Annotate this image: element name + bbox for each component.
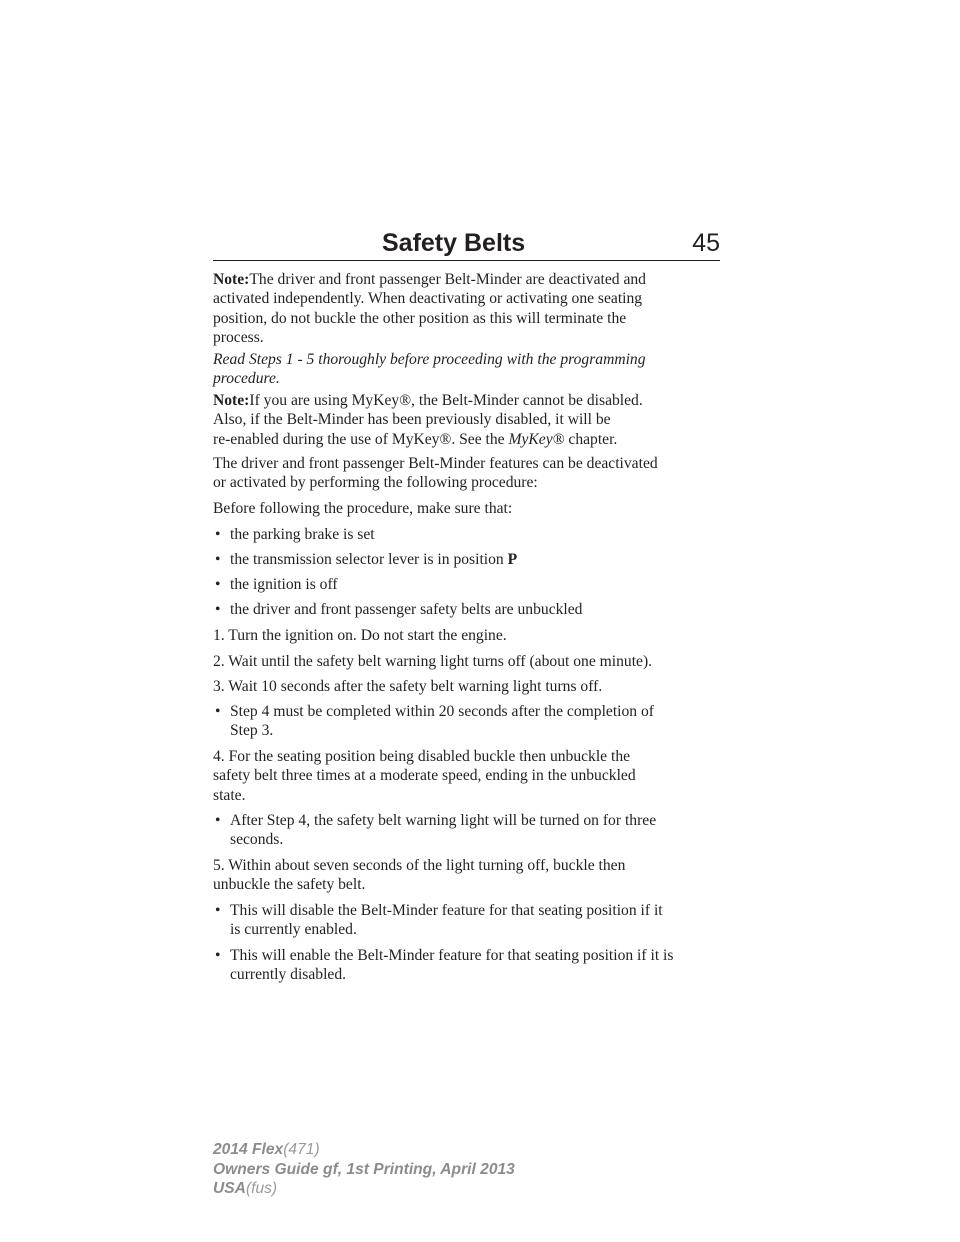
read-steps-text: procedure. <box>213 370 280 388</box>
note-mykey-paragraph <box>213 391 753 449</box>
note-label: Note: <box>213 392 250 409</box>
bullet: • <box>215 902 221 919</box>
note-label: Note: <box>213 271 250 288</box>
bullet: • <box>215 947 221 964</box>
list-item <box>213 550 753 569</box>
bullet: • <box>215 526 221 543</box>
note-text: activated independently. When deactivating or activating one seating <box>213 290 643 308</box>
read-steps-text: Read Steps 1 - 5 thoroughly before proceeding with the programming <box>213 351 646 368</box>
list-item <box>213 946 753 985</box>
page-number: 45 <box>692 229 720 257</box>
park-position-label: P <box>507 551 518 568</box>
list-item-text: After Step 4, the safety belt warning light will be turned on for three <box>230 812 657 829</box>
step-text: 2. Wait until the safety belt warning light turns off (about one minute). <box>213 653 653 670</box>
list-item <box>213 600 753 619</box>
bullet: • <box>215 703 221 720</box>
intro-text: The driver and front passenger Belt-Minder features can be deactivated <box>213 455 658 472</box>
list-item-text: This will enable the Belt-Minder feature for that seating position if it is <box>230 947 674 964</box>
step-text: safety belt three times at a moderate speed, ending in the unbuckled <box>213 767 636 785</box>
list-item-text: currently disabled. <box>230 966 347 984</box>
footer-edition: Owners Guide gf, 1st Printing, April 2013 <box>213 1160 515 1178</box>
list-item-text: This will disable the Belt-Minder feature for that seating position if it <box>230 902 663 919</box>
step-text: state. <box>213 786 246 804</box>
step-1 <box>213 626 753 645</box>
note-text: The driver and front passenger Belt-Minder are deactivated and <box>249 271 646 288</box>
bullet: • <box>215 576 221 593</box>
print-footer <box>213 1140 515 1199</box>
list-item <box>213 901 753 940</box>
note-text: chapter. <box>564 430 618 448</box>
step-2 <box>213 652 753 671</box>
bullet: • <box>215 551 221 568</box>
note-text: re-enabled during the use of MyKey®. See the <box>213 430 509 448</box>
list-item-text: is currently enabled. <box>230 921 357 939</box>
list-item-text: the transmission selector lever is in position <box>230 551 508 568</box>
note-text: process. <box>213 328 264 346</box>
step-3 <box>213 677 753 696</box>
step-text: 4. For the seating position being disabled buckle then unbuckle the <box>213 748 631 765</box>
bullet: • <box>215 812 221 829</box>
bullet: • <box>215 601 221 618</box>
mykey-chapter-reference: MyKey® <box>508 430 565 448</box>
footer-market: USA <box>213 1180 246 1197</box>
list-item-text: Step 4 must be completed within 20 seconds after the completion of <box>230 703 654 720</box>
before-paragraph <box>213 499 753 518</box>
intro-text: or activated by performing the following procedure: <box>213 474 538 492</box>
before-text: Before following the procedure, make sure that: <box>213 500 513 517</box>
step-text: 1. Turn the ignition on. Do not start the engine. <box>213 627 507 644</box>
read-steps-paragraph <box>213 350 753 389</box>
list-item-text: the ignition is off <box>230 576 338 593</box>
list-item-text: the driver and front passenger safety belts are unbuckled <box>230 601 583 618</box>
list-item-text: the parking brake is set <box>230 526 375 543</box>
list-item <box>213 811 753 850</box>
list-item <box>213 702 753 741</box>
step-text: unbuckle the safety belt. <box>213 876 366 894</box>
list-item <box>213 525 753 544</box>
section-title: Safety Belts <box>382 229 526 257</box>
footer-market-code: (fus) <box>245 1180 278 1197</box>
step-text: 5. Within about seven seconds of the light turning off, buckle then <box>213 857 626 874</box>
step-text: 3. Wait 10 seconds after the safety belt warning light turns off. <box>213 678 603 695</box>
header-rule <box>213 260 720 261</box>
step-5 <box>213 856 753 895</box>
footer-model: 2014 Flex <box>213 1141 284 1158</box>
footer-code: (471) <box>283 1141 320 1158</box>
intro-paragraph <box>213 454 753 493</box>
note-independent-paragraph <box>213 270 753 347</box>
list-item <box>213 575 753 594</box>
list-item-text: Step 3. <box>230 722 274 740</box>
note-text: If you are using MyKey®, the Belt-Minder cannot be disabled. <box>249 392 643 409</box>
step-4 <box>213 747 753 805</box>
note-text: position, do not buckle the other position as this will terminate the <box>213 309 627 327</box>
list-item-text: seconds. <box>230 831 284 849</box>
note-text: Also, if the Belt-Minder has been previously disabled, it will be <box>213 411 611 429</box>
